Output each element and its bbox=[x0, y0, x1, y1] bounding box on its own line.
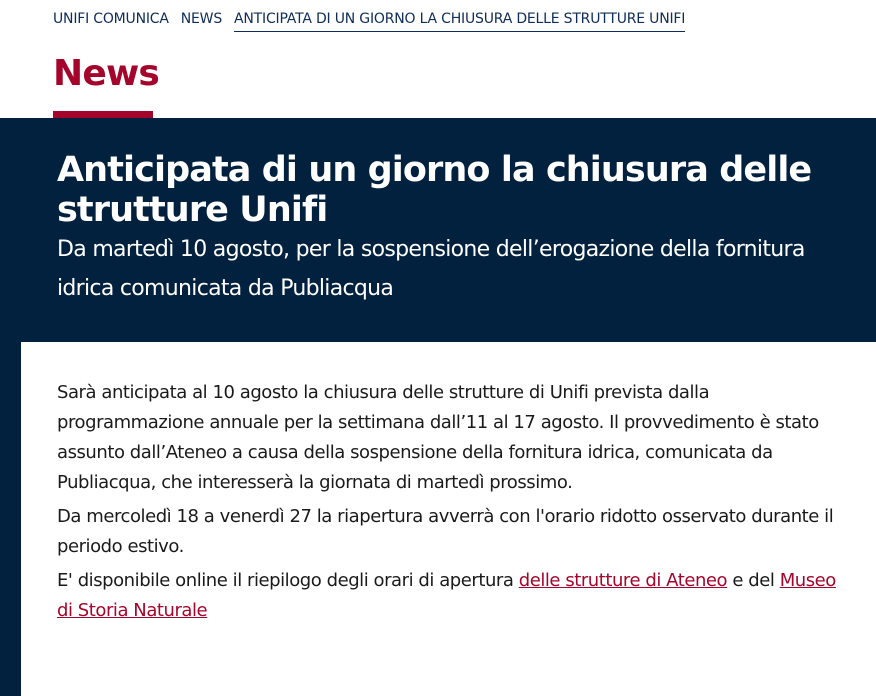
breadcrumb-item-unifi-comunica[interactable]: UNIFI COMUNICA bbox=[53, 11, 169, 27]
article-subtitle: Da martedì 10 agosto, per la sospensione dell’erogazione della fornitura idrica comunicata da Publiacqua bbox=[57, 237, 805, 301]
article-body bbox=[21, 342, 876, 696]
article-paragraph-1: Sarà anticipata al 10 agosto la chiusura delle strutture di Unifi prevista dalla programmazione annuale per la settimana dall’11 al 17 agosto. Il provvedimento è stato assunto dall’Ateneo a causa della sospensione della fornitura idrica, comunicata da Publiacqua, che interesserà la giornata di martedì prossimo. bbox=[57, 382, 819, 493]
article-title: Anticipata di un giorno la chiusura delle strutture Unifi bbox=[57, 150, 812, 230]
paragraph-3-text-1: E' disponibile online il riepilogo degli orari di apertura bbox=[57, 570, 519, 591]
breadcrumb bbox=[53, 11, 685, 32]
breadcrumb-item-news[interactable]: NEWS bbox=[180, 11, 223, 27]
paragraph-3-text-2: e del bbox=[727, 570, 780, 591]
section-title-underline bbox=[53, 111, 153, 118]
section-title: News bbox=[53, 53, 160, 94]
link-strutture-ateneo[interactable]: delle strutture di Ateneo bbox=[518, 570, 728, 591]
link-museo-storia-naturale[interactable]: Museo di Storia Naturale bbox=[57, 570, 836, 621]
article-paragraph-2: Da mercoledì 18 a venerdì 27 la riapertura avverrà con l'orario ridotto osservato durante il periodo estivo. bbox=[57, 506, 834, 557]
article-paragraph-3 bbox=[57, 566, 847, 626]
breadcrumb-item-current[interactable]: ANTICIPATA DI UN GIORNO LA CHIUSURA DELLE STRUTTURE UNIFI bbox=[234, 11, 685, 32]
